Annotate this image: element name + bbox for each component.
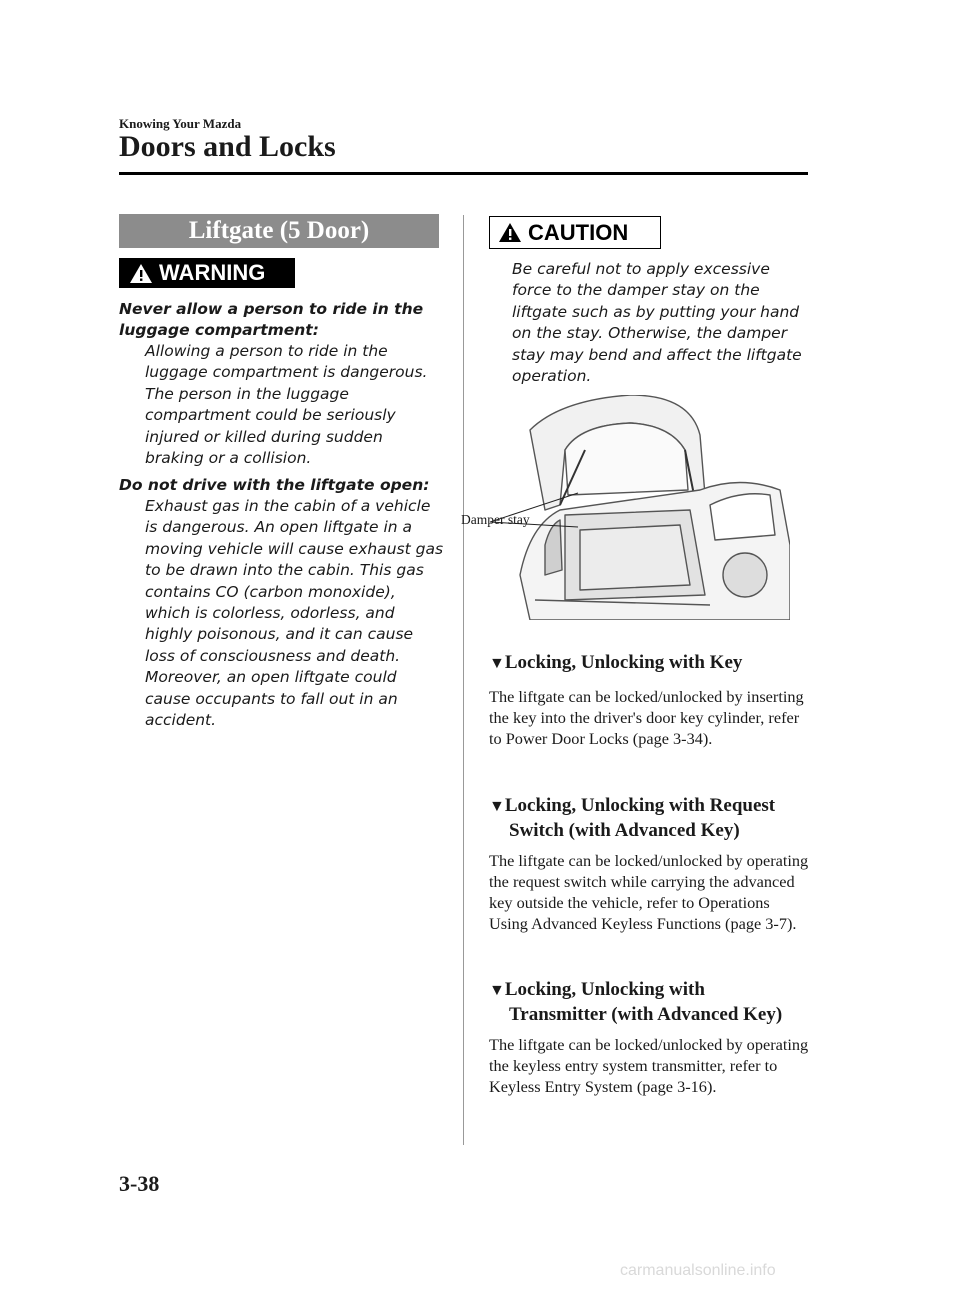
subsection-heading: ▼Locking, Unlocking with Key	[489, 652, 743, 673]
section-heading: Liftgate (5 Door)	[119, 214, 439, 248]
subsection-body: The liftgate can be locked/unlocked by operating the request switch while carrying the advanced key outside the vehicle, refer to Operations Using Advanced Keyless Functions (page 3-7).	[489, 851, 809, 933]
page-title: Doors and Locks	[119, 130, 336, 163]
warning-item-heading: Do not drive with the liftgate open:	[119, 476, 430, 494]
watermark: carmanualsonline.info	[620, 1262, 776, 1279]
caution-label: CAUTION	[528, 219, 629, 245]
header-rule	[119, 172, 808, 175]
warning-item-body: Allowing a person to ride in the luggage compartment is dangerous. The person in the luggage compartment could be seriously injured or killed during sudden braking or a collision.	[145, 342, 428, 468]
column-divider	[463, 215, 464, 1145]
caution-icon	[498, 222, 522, 243]
subsection-heading: ▼Locking, Unlocking with Request Switch (with Advanced Key)	[489, 795, 776, 841]
warning-label: WARNING	[159, 260, 266, 285]
page-number: 3-38	[119, 1171, 160, 1196]
subsection-heading: ▼Locking, Unlocking with Transmitter (with Advanced Key)	[489, 979, 783, 1025]
figure-callout: Damper stay	[461, 512, 530, 527]
caution-badge	[489, 216, 661, 249]
triangle-marker-icon: ▼	[489, 655, 505, 672]
warning-item-heading: Never allow a person to ride in the luggage compartment:	[119, 300, 424, 340]
warning-icon	[129, 263, 153, 284]
breadcrumb: Knowing Your Mazda	[119, 116, 242, 131]
triangle-marker-icon: ▼	[489, 798, 505, 815]
subsection-body: The liftgate can be locked/unlocked by operating the keyless entry system transmitter, refer to Keyless Entry System (page 3-16).	[489, 1035, 809, 1096]
triangle-marker-icon: ▼	[489, 982, 505, 999]
warning-badge	[119, 258, 295, 288]
warning-item-body: Exhaust gas in the cabin of a vehicle is dangerous. An open liftgate in a moving vehicle will cause exhaust gas to be drawn into the cabin. This gas contains CO (carbon monoxide), which is colorless, odorless, and highly poisonous, and it can cause loss of consciousness and death. Moreover, an open liftgate could cause occupants to fall out in an accident.	[145, 497, 444, 730]
subsection-body: The liftgate can be locked/unlocked by inserting the key into the driver's door key cylinder, refer to Power Door Locks (page 3-34).	[489, 687, 804, 748]
liftgate-illustration	[490, 395, 790, 620]
caution-body: Be careful not to apply excessive force to the damper stay on the liftgate such as by putting your hand on the stay. Otherwise, the damper stay may bend and affect the liftgate operation.	[512, 260, 802, 386]
